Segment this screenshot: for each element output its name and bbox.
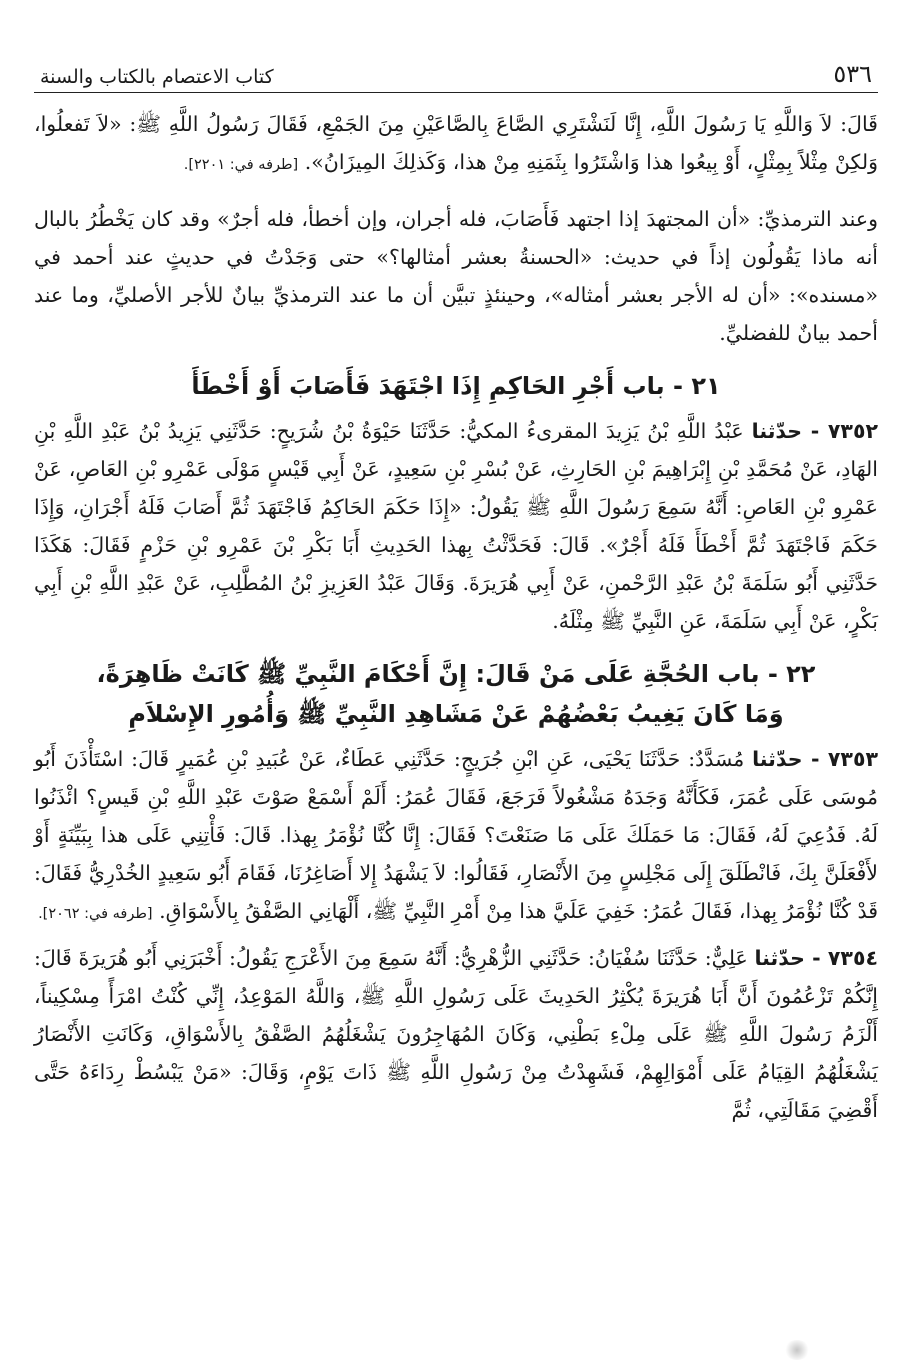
note-text: وعند الترمذيِّ: «أن المجتهدَ إذا اجتهد فَأَصَابَ، فله أجران، وإن أخطأ، فله أجرٌ» وقد كان يَخْطُرُ بالبال أنه ماذا يَقُولُون إذاً في حديث: «الحسنةُ بعشر أمثالها؟» حتى وَجَدْتُ في حديثٍ عند أحمد في «مسنده»: «أن له الأجر بعشر أمثاله»، وحينئذٍ تبيَّن أن ما عند الترمذيِّ بيانٌ للأجر الأصليِّ، وما عند أحمد بيانٌ للفضليِّ. [34, 207, 878, 345]
hadith-text: مُسَدَّدٌ: حَدَّثَنَا يَحْيَى، عَنِ ابْنِ جُرَيجٍ: حَدَّثَنِي عَطَاءٌ، عَنْ عُبَيدِ بْنِ عُمَيرٍ قَالَ: اسْتَأْذَنَ أَبُو مُوسَى عَلَى عُمَرَ، فَكَأَنَّهُ وَجَدَهُ مَشْغُولاً فَرَجَعَ، فَقَالَ عُمَرُ: أَلَمْ أَسْمَعْ صَوْتَ عَبْدِ اللَّهِ بْنِ قَيسٍ؟ ائْذَنُوا لَهُ. فَدُعِيَ لَهُ، فَقَالَ: مَا حَمَلَكَ عَلَى مَا صَنَعْتَ؟ فَقَالَ: إِنَّا كُنَّا نُؤْمَرُ بِهذا. قَالَ: فَأْتِنِي عَلَى هذا بِبَيِّنَةٍ أَوْ لأَفْعَلَنَّ بِكَ، فَانْطَلَقَ إِلَى مَجْلِسٍ مِنَ الأَنْصَارِ، فَقَالُوا: لاَ يَشْهَدُ إِلا أَصَاغِرُنَا، فَقَامَ أَبُو سَعِيدٍ الخُدْرِيُّ فَقَالَ: قَدْ كُنَّا نُؤْمَرُ بِهذا، فَقَالَ عُمَرُ: خَفِيَ عَلَيَّ هذا مِنْ أَمْرِ النَّبِيِّ ﷺ، أَلْهَانِي الصَّفْقُ بِالأَسْوَاقِ. [34, 747, 878, 923]
hadith-number: ٧٣٥٢ - حدّثنا [751, 419, 878, 443]
hadith-continuation [34, 105, 878, 184]
page-number: ٥٣٦ [833, 60, 872, 88]
cross-reference: [طرفه في: ٢٢٠١]. [183, 157, 299, 173]
hadith-number: ٧٣٥٣ - حدّثنا [752, 747, 878, 771]
chapter-heading-21 [34, 366, 878, 406]
hadith-7354 [34, 939, 878, 1129]
commentary-note [34, 200, 878, 352]
chapter-title-line-1: ٢٢ - باب الحُجَّةِ عَلَى مَنْ قَالَ: إِنَّ أَحْكَامَ النَّبِيِّ ﷺ كَانَتْ ظَاهِرَةً، [96, 660, 816, 688]
print-smudge [784, 1340, 810, 1360]
hadith-7352 [34, 412, 878, 640]
book-title: كتاب الاعتصام بالكتاب والسنة [40, 66, 274, 88]
chapter-title: ٢١ - باب أَجْرِ الحَاكِمِ إِذَا اجْتَهَدَ فَأَصَابَ أَوْ أَخْطَأَ [191, 372, 721, 400]
hadith-text: عَلِيٌّ: حَدَّثَنَا سُفْيَانُ: حَدَّثَنِي الزُّهْرِيُّ: أَنَّهُ سَمِعَ مِنَ الأَعْرَجِ يَقُولُ: أَخْبَرَنِي أَبُو هُرَيرَةَ قَالَ: إِنَّكُمْ تَزْعُمُونَ أَنَّ أَبَا هُرَيرَةَ يُكْثِرُ الحَدِيثَ عَلَى رَسُولِ اللَّهِ ﷺ، وَاللَّهُ المَوْعِدُ، إِنِّي كُنْتُ امْرَأً مِسْكِيناً، أَلْزَمُ رَسُولَ اللَّهِ ﷺ عَلَى مِلْءِ بَطْنِي، وَكَانَ المُهَاجِرُونَ يَشْغَلُهُمُ الصَّفْقُ بِالأَسْوَاقِ، وَكَانَتِ الأَنْصَارُ يَشْغَلُهُمُ القِيَامُ عَلَى أَمْوَالِهِمْ، فَشَهِدْتُ مِنْ رَسُولِ اللَّهِ ﷺ ذَاتَ يَوْمٍ، وَقَالَ: «مَنْ يَبْسُطْ رِدَاءَهُ حَتَّى أَقْضِيَ مَقَالَتِي، ثُمَّ [34, 946, 878, 1122]
book-page [34, 52, 878, 1129]
hadith-number: ٧٣٥٤ - حدّثنا [754, 946, 878, 970]
cross-reference: [طرفه في: ٢٠٦٢]. [38, 906, 153, 922]
hadith-7353 [34, 740, 878, 933]
chapter-title-line-2: وَمَا كَانَ يَغِيبُ بَعْضُهُمْ عَنْ مَشَاهِدِ النَّبِيِّ ﷺ وَأُمُورِ الإِسْلاَمِ [128, 700, 784, 728]
continuation-text: قَالَ: لاَ وَاللَّهِ يَا رَسُولَ اللَّهِ، إِنَّا لَنَشْتَرِي الصَّاعَ بِالصَّاعَيْنِ مِنَ الجَمْعِ، فَقَالَ رَسُولُ اللَّهِ ﷺ: «لاَ تَفعلُوا، وَلكِنْ مِثْلاً بِمِثْلٍ، أَوْ بِيعُوا هذا وَاشْتَرُوا بِثَمَنِهِ مِنْ هذا، وَكَذلِكَ المِيزَانُ». [34, 112, 878, 174]
hadith-text: عَبْدُ اللَّهِ بْنُ يَزِيدَ المقرىءُ المكيُّ: حَدَّثَنَا حَيْوَةُ بْنُ شُرَيحٍ: حَدَّثَنِي يَزِيدُ بْنُ عَبْدِ اللَّهِ بْنِ الهَادِ، عَنْ مُحَمَّدِ بْنِ إِبْرَاهِيمَ بْنِ الحَارِثِ، عَنْ بُسْرِ بْنِ سَعِيدٍ، عَنْ أَبِي قَيْسٍ مَوْلَى عَمْرِو بْنِ العَاصِ، عَنْ عَمْرِو بْنِ العَاصِ: أَنَّهُ سَمِعَ رَسُولَ اللَّهِ ﷺ يَقُولُ: «إِذَا حَكَمَ الحَاكِمُ فَاجْتَهَدَ ثُمَّ أَصَابَ فَلَهُ أَجْرَانِ، وَإِذَا حَكَمَ فَاجْتَهَدَ ثُمَّ أَخْطَأَ فَلَهُ أَجْرٌ». قَالَ: فَحَدَّثْتُ بِهذا الحَدِيثِ أَبَا بَكْرِ بْنَ عَمْرِو بْنِ حَزْمٍ فَقَالَ: هَكَذَا حَدَّثَنِي أَبُو سَلَمَةَ بْنُ عَبْدِ الرَّحْمنِ، عَنْ أَبِي هُرَيرَةَ. وَقَالَ عَبْدُ العَزِيزِ بْنُ المُطَّلِبِ، عَنْ عَبْدِ اللَّهِ بْنِ أَبِي بَكْرٍ، عَنْ أَبِي سَلَمَةَ، عَنِ النَّبِيِّ ﷺ مِثْلَهُ. [34, 419, 878, 633]
running-header [34, 52, 878, 93]
chapter-heading-22 [34, 654, 878, 734]
